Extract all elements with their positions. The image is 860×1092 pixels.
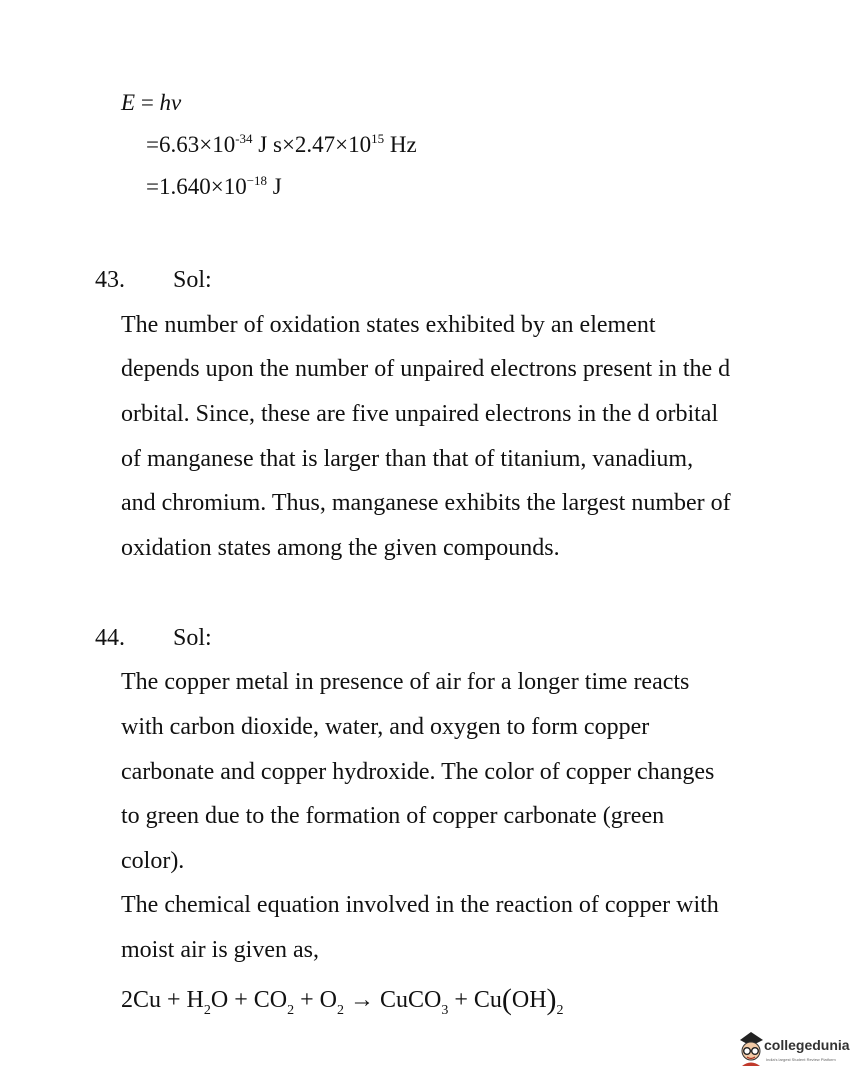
equation-line-2-unit: J s×2.47×10 <box>252 132 372 157</box>
q44-line-1: The copper metal in presence of air for a longer time reacts <box>121 669 690 695</box>
q44-line-6: The chemical equation involved in the reaction of copper with <box>121 892 719 918</box>
equation-line-3-exponent: −18 <box>246 173 268 188</box>
equation-line-1 <box>121 91 181 114</box>
logo-tagline: India's largest Student Review Platform <box>766 1057 836 1062</box>
q44-line-7: moist air is given as, <box>121 937 319 963</box>
reaction-part-5: + Cu <box>448 987 502 1013</box>
reaction-sub-3: 2 <box>336 1003 344 1018</box>
equation-line-2 <box>146 133 417 156</box>
question-43-sol-label: Sol: <box>173 267 212 293</box>
q43-line-6: oxidation states among the given compounds. <box>121 535 560 561</box>
equation-line-2-hz: Hz <box>384 132 417 157</box>
energy-symbol: E <box>121 90 136 115</box>
reaction-sub-4: 3 <box>441 1003 449 1018</box>
question-43-number: 43. <box>95 267 125 293</box>
equals-sign: = <box>140 90 154 115</box>
question-44-number: 44. <box>95 625 125 651</box>
q43-line-2: depends upon the number of unpaired electrons present in the d <box>121 356 731 382</box>
q44-line-3: carbonate and copper hydroxide. The color of copper changes <box>121 759 715 785</box>
planck-symbol: h <box>159 90 172 115</box>
equation-line-2-exponent: -34 <box>235 131 253 146</box>
equation-line-3-value: =1.640×10 <box>146 174 247 199</box>
q44-line-2: with carbon dioxide, water, and oxygen to form copper <box>121 714 650 740</box>
reaction-part-4: → CuCO <box>343 987 442 1013</box>
reaction-sub-2: 2 <box>287 1003 295 1018</box>
equation-line-3 <box>146 175 282 198</box>
equation-line-2-exponent-2: 15 <box>371 131 385 146</box>
q43-line-1: The number of oxidation states exhibited by an element <box>121 312 656 338</box>
q43-line-5: and chromium. Thus, manganese exhibits the largest number of <box>121 490 731 516</box>
question-44-sol-label: Sol: <box>173 625 212 651</box>
collegedunia-logo <box>736 1024 856 1080</box>
reaction-sub-1: 2 <box>203 1003 211 1018</box>
reaction-paren-close: ) <box>546 983 557 1016</box>
mascot-icon <box>736 1028 766 1068</box>
equation-line-3-unit: J <box>267 174 282 199</box>
reaction-sub-5: 2 <box>556 1003 564 1018</box>
equation-line-2-value: =6.63×10 <box>146 132 236 157</box>
q44-line-4: to green due to the formation of copper carbonate (green <box>121 803 665 829</box>
q43-line-3: orbital. Since, these are five unpaired electrons in the d orbital <box>121 401 719 427</box>
q43-line-4: of manganese that is larger than that of titanium, vanadium, <box>121 446 694 472</box>
chemical-equation <box>121 983 564 1018</box>
reaction-part-6: OH <box>511 987 547 1013</box>
q44-line-5: color). <box>121 848 185 874</box>
reaction-part-2: O + CO <box>210 987 288 1013</box>
frequency-symbol: v <box>171 90 182 115</box>
reaction-part-3: + O <box>294 987 337 1013</box>
reaction-paren-open: ( <box>501 983 512 1016</box>
logo-wordmark: collegedunia <box>764 1037 850 1053</box>
reaction-part-1: 2Cu + H <box>121 987 204 1013</box>
